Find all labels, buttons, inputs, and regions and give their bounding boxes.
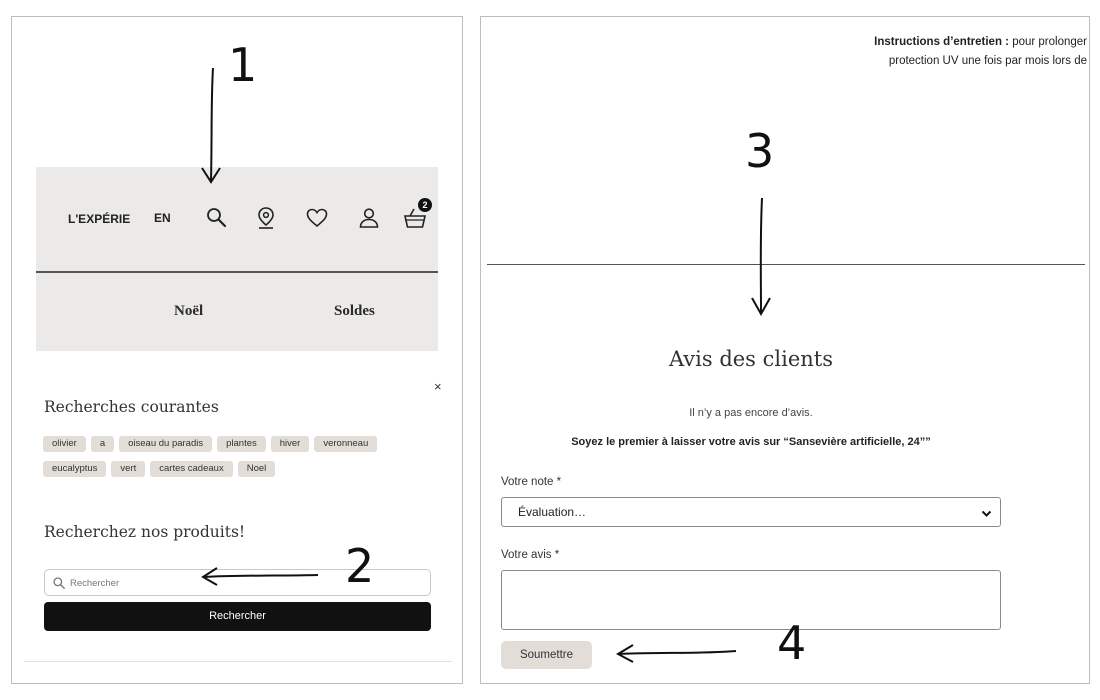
site-header-menu (36, 167, 438, 351)
search-tag[interactable]: vert (111, 461, 145, 477)
section-divider (487, 264, 1085, 265)
rating-select[interactable] (501, 497, 1001, 527)
search-button[interactable]: Rechercher (44, 602, 431, 631)
basket-icon[interactable] (402, 200, 428, 231)
recent-searches-heading: Recherches courantes (44, 398, 219, 416)
rating-label: Votre note * (501, 476, 562, 488)
search-tag[interactable]: hiver (271, 436, 310, 452)
review-textarea[interactable] (501, 570, 1001, 630)
search-tag[interactable]: eucalyptus (43, 461, 106, 477)
care-instructions-text-line1: pour prolonger (1009, 36, 1087, 48)
location-pin-icon[interactable] (253, 205, 279, 231)
category-link-soldes[interactable]: Soldes (334, 303, 375, 319)
care-instructions-text-line2: protection UV une fois par mois lors de (888, 55, 1087, 67)
search-icon (52, 576, 66, 590)
reviews-heading: Avis des clients (668, 347, 834, 371)
user-icon[interactable] (356, 205, 382, 231)
care-instructions-label: Instructions d’entretien : (874, 36, 1009, 48)
search-tag[interactable]: Noel (238, 461, 276, 477)
annotation-step-3: 3 (745, 124, 775, 178)
first-review-prompt: Soyez le premier à laisser votre avis sur “Sansevière artificielle, 24”” (571, 436, 931, 448)
search-tag[interactable]: a (91, 436, 114, 452)
care-instructions (731, 33, 1087, 71)
product-reviews-panel (480, 16, 1090, 684)
no-reviews-text: Il n’y a pas encore d’avis. (689, 407, 813, 419)
experience-link[interactable]: L'EXPÉRIE (68, 212, 131, 226)
header-nav-row (36, 167, 438, 271)
annotation-step-2: 2 (345, 539, 375, 593)
search-tag[interactable]: cartes cadeaux (150, 461, 232, 477)
divider (24, 661, 452, 662)
cart-count-badge: 2 (418, 198, 432, 212)
search-tag[interactable]: veronneau (314, 436, 377, 452)
search-icon[interactable] (204, 205, 230, 231)
review-label: Votre avis * (501, 549, 560, 561)
header-divider (36, 271, 438, 273)
chevron-down-icon (981, 508, 992, 519)
recent-search-tags (43, 431, 413, 481)
category-link-noel[interactable]: Noël (174, 303, 204, 319)
search-tag[interactable]: olivier (43, 436, 86, 452)
heart-icon[interactable] (304, 205, 330, 231)
search-menu-panel (11, 16, 463, 684)
close-search-button[interactable]: × (434, 379, 442, 394)
submit-button[interactable]: Soumettre (501, 641, 592, 669)
rating-select-value: Évaluation… (518, 505, 587, 519)
language-switch[interactable]: EN (154, 211, 171, 225)
search-tag[interactable]: oiseau du paradis (119, 436, 212, 452)
search-tag[interactable]: plantes (217, 436, 266, 452)
annotation-step-4: 4 (777, 616, 807, 670)
product-search-heading: Recherchez nos produits! (44, 523, 246, 541)
annotation-step-1: 1 (228, 38, 258, 92)
